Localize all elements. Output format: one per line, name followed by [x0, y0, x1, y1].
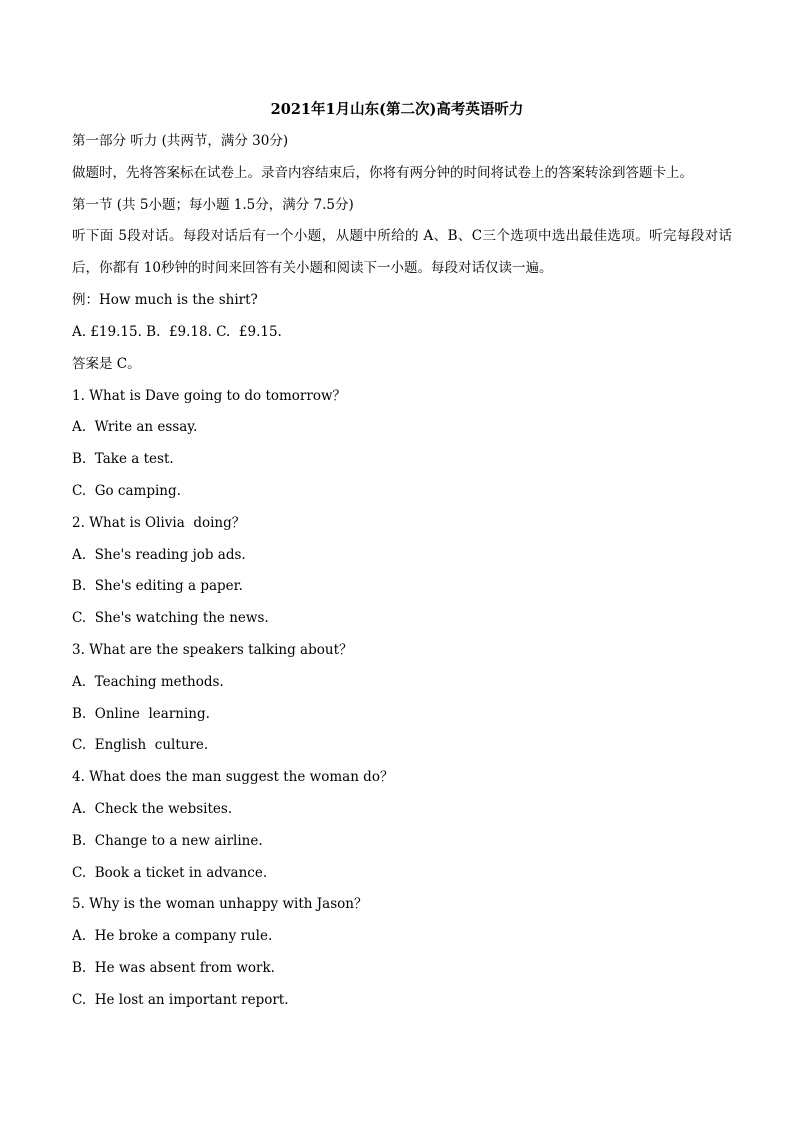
option-a: A. He broke a company rule.: [72, 928, 273, 945]
option-b: B. Change to a new airline.: [72, 832, 263, 849]
option-b: B. Take a test.: [72, 451, 174, 468]
question-5: [72, 894, 732, 1009]
option-c: C. Book a ticket in advance.: [72, 864, 268, 881]
option-c: C. English culture.: [72, 737, 209, 754]
question-text: 3. What are the speakers talking about？: [72, 641, 353, 658]
question-4: [72, 767, 732, 882]
option-a: A. She's reading job ads.: [72, 546, 246, 563]
option-a: A. Write an essay.: [72, 419, 198, 436]
page-title: 2021年1月山东(第二次)高考英语听力: [270, 101, 524, 118]
option-b: B. Online learning.: [72, 705, 210, 722]
example-answer: 答案是 C。: [72, 355, 141, 372]
question-text: 4. What does the man suggest the woman do？: [72, 769, 394, 786]
option-c: C. He lost an important report.: [72, 991, 289, 1008]
example-question: 例：How much is the shirt?: [72, 292, 258, 309]
question-1: [72, 386, 732, 501]
question-text: 5. Why is the woman unhappy with Jason？: [72, 896, 368, 913]
question-2: [72, 513, 732, 628]
option-b: B. She's editing a paper.: [72, 578, 243, 595]
part1-header: 第一部分 听力 (共两节，满分 30分): [72, 133, 289, 149]
option-b: B. He was absent from work.: [72, 959, 275, 976]
question-text: 2. What is Olivia doing？: [72, 514, 246, 531]
part1-instructions: 做题时，先将答案标在试卷上。录音内容结束后，你将有两分钟的时间将试卷上的答案转涂到答题卡上。: [72, 164, 693, 181]
section1-instructions: 听下面 5段对话。每段对话后有一个小题，从题中所给的 A、B、C三个选项中选出最佳选项。听完每段对话后，你都有 10秒钟的时间来回答有关小题和阅读下一小题。每段对话仅读一遍。: [72, 228, 732, 277]
example-options: A. £19.15. B. £9.18. C. £9.15.: [72, 323, 282, 340]
question-3: [72, 640, 732, 755]
option-a: A. Teaching methods.: [72, 673, 224, 690]
option-c: C. She's watching the news.: [72, 610, 269, 627]
option-c: C. Go camping.: [72, 482, 181, 499]
option-a: A. Check the websites.: [72, 800, 233, 817]
document-body: [72, 131, 732, 1022]
question-text: 1. What is Dave going to do tomorrow？: [72, 387, 347, 404]
section1-header: 第一节 (共 5小题；每小题 1.5分，满分 7.5分): [72, 196, 354, 213]
